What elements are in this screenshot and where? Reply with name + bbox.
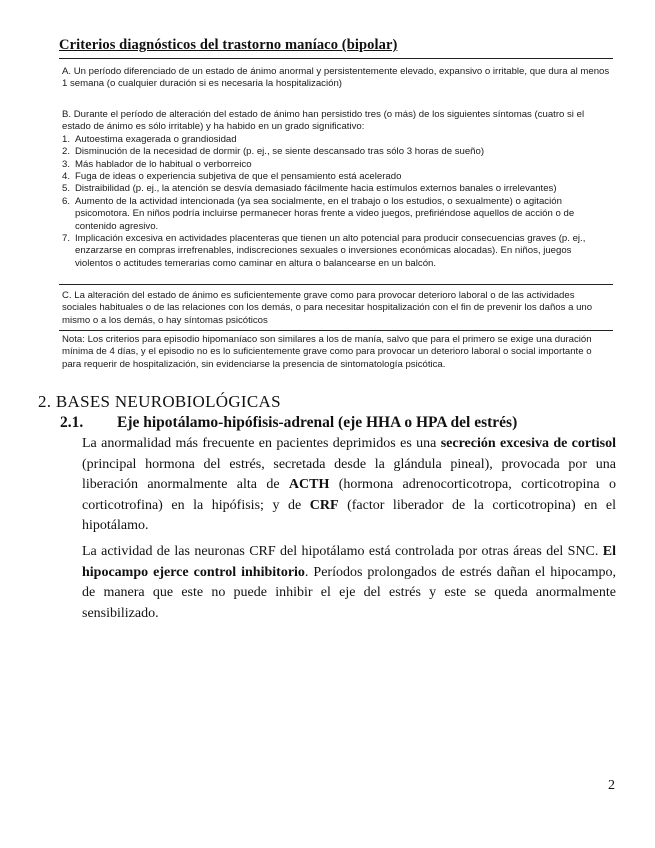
criterion-a: A. Un período diferenciado de un estado de ánimo anormal y persistentemente elevado, expansivo o irritable, que dura al menos 1 semana (o cualquier duración si es necesaria la hospitalización) — [62, 66, 610, 90]
list-item — [62, 159, 610, 171]
text-run: (hormona adrenocorticotropa, corticotropina o corticotrofina) en la hipófisis; y de — [82, 477, 616, 513]
paragraph-2 — [82, 542, 616, 624]
list-item-number: 6. — [62, 195, 71, 207]
subsection-heading — [60, 414, 517, 432]
list-item-text: Distraibilidad (p. ej., la atención se desvía demasiado fácilmente hacia estímulos externos banales o irrelevantes) — [75, 183, 557, 195]
text-run: (principal hormona del estrés, secretada desde la glándula pineal), provocada por una liberación anormalmente alta de — [82, 456, 616, 493]
criterion-b — [62, 109, 610, 270]
list-item-text: Fuga de ideas o experiencia subjetiva de que el pensamiento está acelerado — [75, 171, 402, 183]
criterion-c: C. La alteración del estado de ánimo es suficientemente grave como para provocar deterioro laboral o de las actividades sociales habituales o de las relaciones con los demás, o para necesitar hospitalización con el fin de prevenir los daños a uno mismo o a los demás, o hay síntomas psicóticos — [62, 290, 593, 326]
list-item-text: Disminución de la necesidad de dormir (p. ej., se siente descansado tras sólo 3 horas de sueño) — [75, 146, 485, 158]
list-item-number: 1. — [62, 133, 71, 145]
subsection-number: 2.1. — [60, 414, 84, 431]
list-item-number: 5. — [62, 183, 71, 195]
bold-text: El hipocampo ejerce control inhibitorio — [82, 544, 616, 580]
page-title: Criterios diagnósticos del trastorno maníaco (bipolar) — [59, 37, 398, 53]
list-item — [62, 171, 610, 183]
text-run: . Períodos prolongados de estrés dañan el hipocampo, de manera que este no puede inhibir el eje del estrés y este se queda anormalmente sensibilizado. — [82, 564, 616, 621]
list-item-text: Autoestima exagerada o grandiosidad — [75, 133, 237, 145]
list-item-text: Implicación excesiva en actividades placenteras que tienen un alto potencial para producir consecuencias graves (p. ej., enzarzarse en compras irrefrenables, indiscreciones sexuales o inversiones económicas alocadas). En niños, juegos violentos o actitudes temerarias como caminar en altura o balancearse en un balcón. — [75, 233, 586, 269]
note: Nota: Los criterios para episodio hipomaníaco son similares a los de manía, salvo que para el primero se exige una duración mínima de 4 días, y el episodio no es lo suficientemente grave como para provocar un deterioro laboral o social importante o para requerir de hospitalización, sin evidenciarse la presencia de sintomatología psicótica. — [62, 334, 592, 370]
paragraph-1 — [82, 434, 616, 537]
list-item-number: 4. — [62, 171, 71, 183]
divider-note — [59, 330, 613, 331]
list-item-number: 2. — [62, 146, 71, 158]
bold-text: ACTH — [288, 477, 330, 493]
bold-text: CRF — [309, 497, 339, 513]
list-item — [62, 196, 610, 233]
divider-middle — [59, 284, 613, 285]
list-item-text: Más hablador de lo habitual o verborreico — [75, 158, 252, 170]
subsection-title: Eje hipotálamo-hipófisis-adrenal (eje HHA o HPA del estrés) — [117, 414, 518, 431]
text-run: (factor liberador de la corticotropina) en el hipotálamo. — [82, 497, 617, 534]
page-number: 2 — [608, 778, 615, 793]
text-run: La actividad de las neuronas CRF del hipotálamo está controlada por otras áreas del SNC. — [82, 544, 603, 559]
list-item-number: 3. — [62, 158, 71, 170]
section-heading: 2. BASES NEUROBIOLÓGICAS — [38, 392, 281, 411]
list-item — [62, 134, 610, 146]
list-item — [62, 233, 610, 270]
list-item-text: Aumento de la actividad intencionada (ya sea socialmente, en el trabajo o los estudios, o sexualmente) o agitación psicomotora. En niños podría incluirse permanecer horas frente a video juegos, prefiriéndose aquellos de acción o de contenido agresivo. — [75, 195, 575, 232]
divider-top — [59, 58, 613, 59]
list-item — [62, 183, 610, 195]
list-item — [62, 146, 610, 158]
list-item-number: 7. — [62, 233, 71, 245]
criterion-b-intro: B. Durante el período de alteración del estado de ánimo han persistido tres (o más) de los siguientes síntomas (cuatro si el estado de ánimo es sólo irritable) y ha habido en un grado significativo: — [62, 109, 585, 133]
text-run: La anormalidad más frecuente en pacientes deprimidos es una — [82, 436, 441, 451]
bold-text: secreción excesiva de cortisol — [440, 436, 616, 451]
